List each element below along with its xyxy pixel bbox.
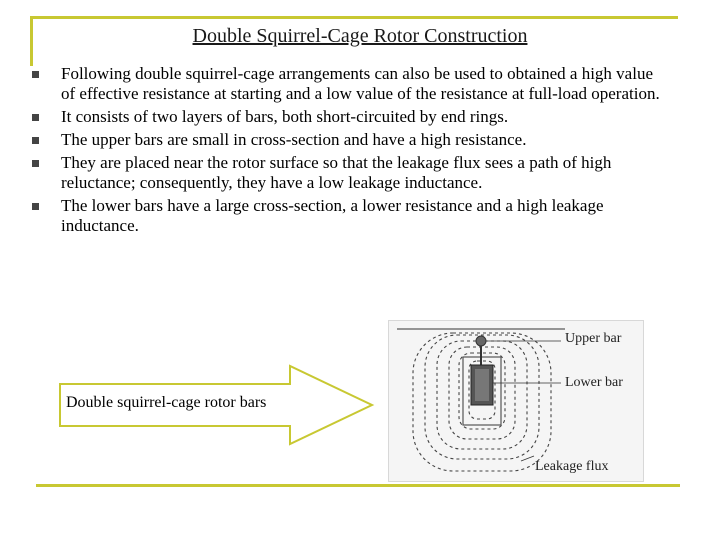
bullet-text: The upper bars are small in cross-section and have a high resistance. bbox=[61, 130, 527, 149]
bullet-text: They are placed near the rotor surface so that the leakage flux sees a path of high reluctance; consequently, they have a low leakage inductance. bbox=[61, 153, 612, 192]
bullet-square-icon bbox=[32, 114, 39, 121]
upper-bar-label: Upper bar bbox=[565, 331, 622, 346]
bullet-item bbox=[30, 196, 670, 236]
lower-bar-label: Lower bar bbox=[565, 375, 623, 390]
bullet-item bbox=[30, 153, 670, 193]
callout-arrow bbox=[58, 364, 376, 446]
bullet-item bbox=[30, 130, 670, 150]
bullet-item bbox=[30, 107, 670, 127]
bullet-item bbox=[30, 64, 670, 104]
bullet-square-icon bbox=[32, 160, 39, 167]
frame-bottom-line bbox=[36, 484, 680, 487]
bullet-square-icon bbox=[32, 71, 39, 78]
bullet-square-icon bbox=[32, 137, 39, 144]
frame-top-line bbox=[30, 16, 678, 19]
bullet-text: Following double squirrel-cage arrangements can also be used to obtained a high value of effective resistance at starting and a low value of the resistance at full-load operation. bbox=[61, 64, 660, 103]
bullet-square-icon bbox=[32, 203, 39, 210]
leakage-flux-label: Leakage flux bbox=[535, 459, 609, 474]
bullet-text: It consists of two layers of bars, both short-circuited by end rings. bbox=[61, 107, 509, 126]
rotor-bar-figure bbox=[388, 320, 644, 482]
slide-title: Double Squirrel-Cage Rotor Construction bbox=[192, 25, 528, 47]
bullet-list bbox=[30, 64, 670, 239]
callout-label: Double squirrel-cage rotor bars bbox=[66, 394, 267, 411]
bullet-text: The lower bars have a large cross-section, a lower resistance and a high leakage inductance. bbox=[61, 196, 604, 235]
